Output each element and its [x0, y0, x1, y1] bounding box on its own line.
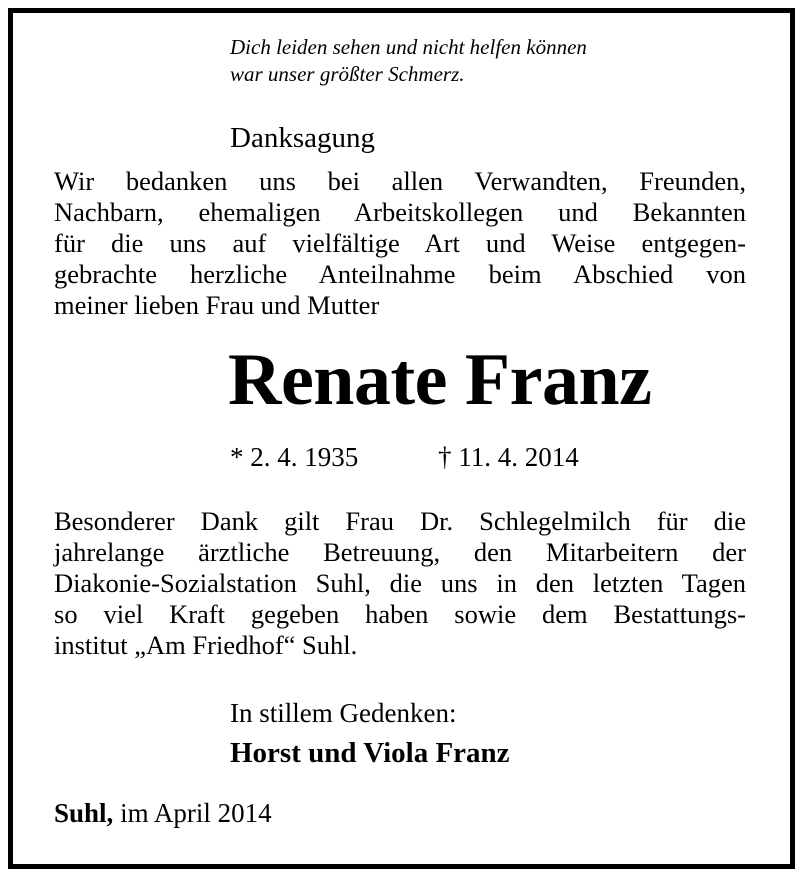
paragraph-line: Diakonie-Sozialstation Suhl, die uns in den letzten Tagen — [54, 568, 746, 598]
place-date-line — [54, 796, 272, 830]
paragraph-line: so viel Kraft gegeben haben sowie dem Bestattungs- — [54, 599, 746, 629]
paragraph-line: Nachbarn, ehemaligen Arbeitskollegen und Bekannten — [54, 197, 746, 227]
paragraph-line: gebrachte herzliche Anteilnahme beim Abschied von — [54, 259, 746, 289]
special-thanks-paragraph — [54, 506, 746, 661]
heading-danksagung: Danksagung — [230, 122, 375, 154]
place-name: Suhl, — [54, 798, 114, 828]
deceased-name: Renate Franz — [228, 339, 652, 421]
thanks-paragraph — [54, 166, 746, 321]
paragraph-line: meiner lieben Frau und Mutter — [54, 290, 380, 320]
birth-date: * 2. 4. 1935 — [230, 442, 359, 472]
motto-line: Dich leiden sehen und nicht helfen können — [230, 35, 587, 59]
paragraph-line: Besonderer Dank gilt Frau Dr. Schlegelmilch für die — [54, 506, 746, 536]
death-date: † 11. 4. 2014 — [438, 442, 579, 472]
paragraph-line: jahrelange ärztliche Betreuung, den Mitarbeitern der — [54, 537, 746, 567]
motto-quote — [230, 34, 587, 88]
signers-names: Horst und Viola Franz — [230, 737, 510, 769]
paragraph-line: für die uns auf vielfältige Art und Weise entgegen- — [54, 228, 746, 258]
motto-line: war unser größter Schmerz. — [230, 62, 465, 86]
paragraph-line: institut „Am Friedhof“ Suhl. — [54, 630, 358, 660]
paragraph-line: Wir bedanken uns bei allen Verwandten, Freunden, — [54, 166, 746, 196]
date-text: im April 2014 — [113, 798, 272, 828]
memory-phrase: In stillem Gedenken: — [230, 698, 457, 728]
